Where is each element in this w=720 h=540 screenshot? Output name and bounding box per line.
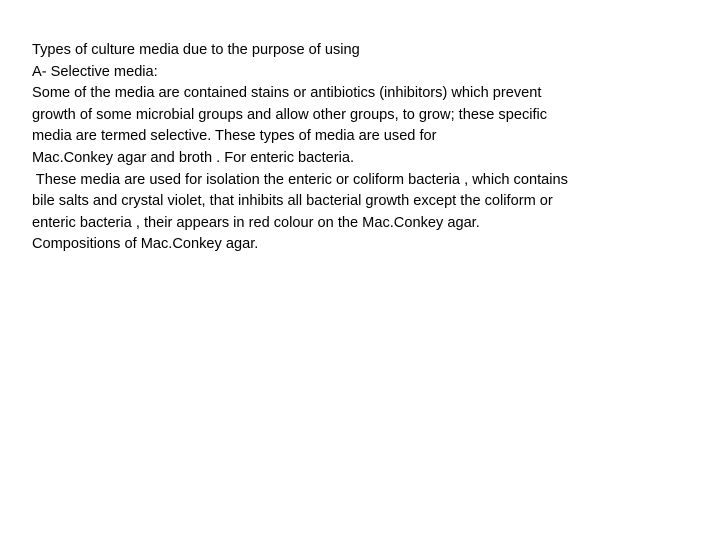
paragraph-line: bile salts and crystal violet, that inhibits all bacterial growth except the coliform or — [32, 193, 553, 210]
paragraph-line: growth of some microbial groups and allow other groups, to grow; these specific — [32, 106, 548, 123]
paragraph-line: These media are used for isolation the enteric or coliform bacteria , which contains — [32, 171, 568, 188]
document-heading: Types of culture media due to the purpose of using — [32, 42, 360, 58]
paragraph-line: Some of the media are contained stains or antibiotics (inhibitors) which prevent — [32, 85, 542, 102]
section-heading: A- Selective media: — [32, 63, 158, 80]
paragraph-line: Compositions of Mac.Conkey agar. — [32, 236, 259, 253]
document-body — [32, 40, 692, 256]
paragraph-line: enteric bacteria , their appears in red colour on the Mac.Conkey agar. — [32, 214, 480, 231]
paragraph-line: media are termed selective. These types of media are used for — [32, 128, 437, 145]
paragraph-line: Mac.Conkey agar and broth . For enteric bacteria. — [32, 149, 355, 166]
